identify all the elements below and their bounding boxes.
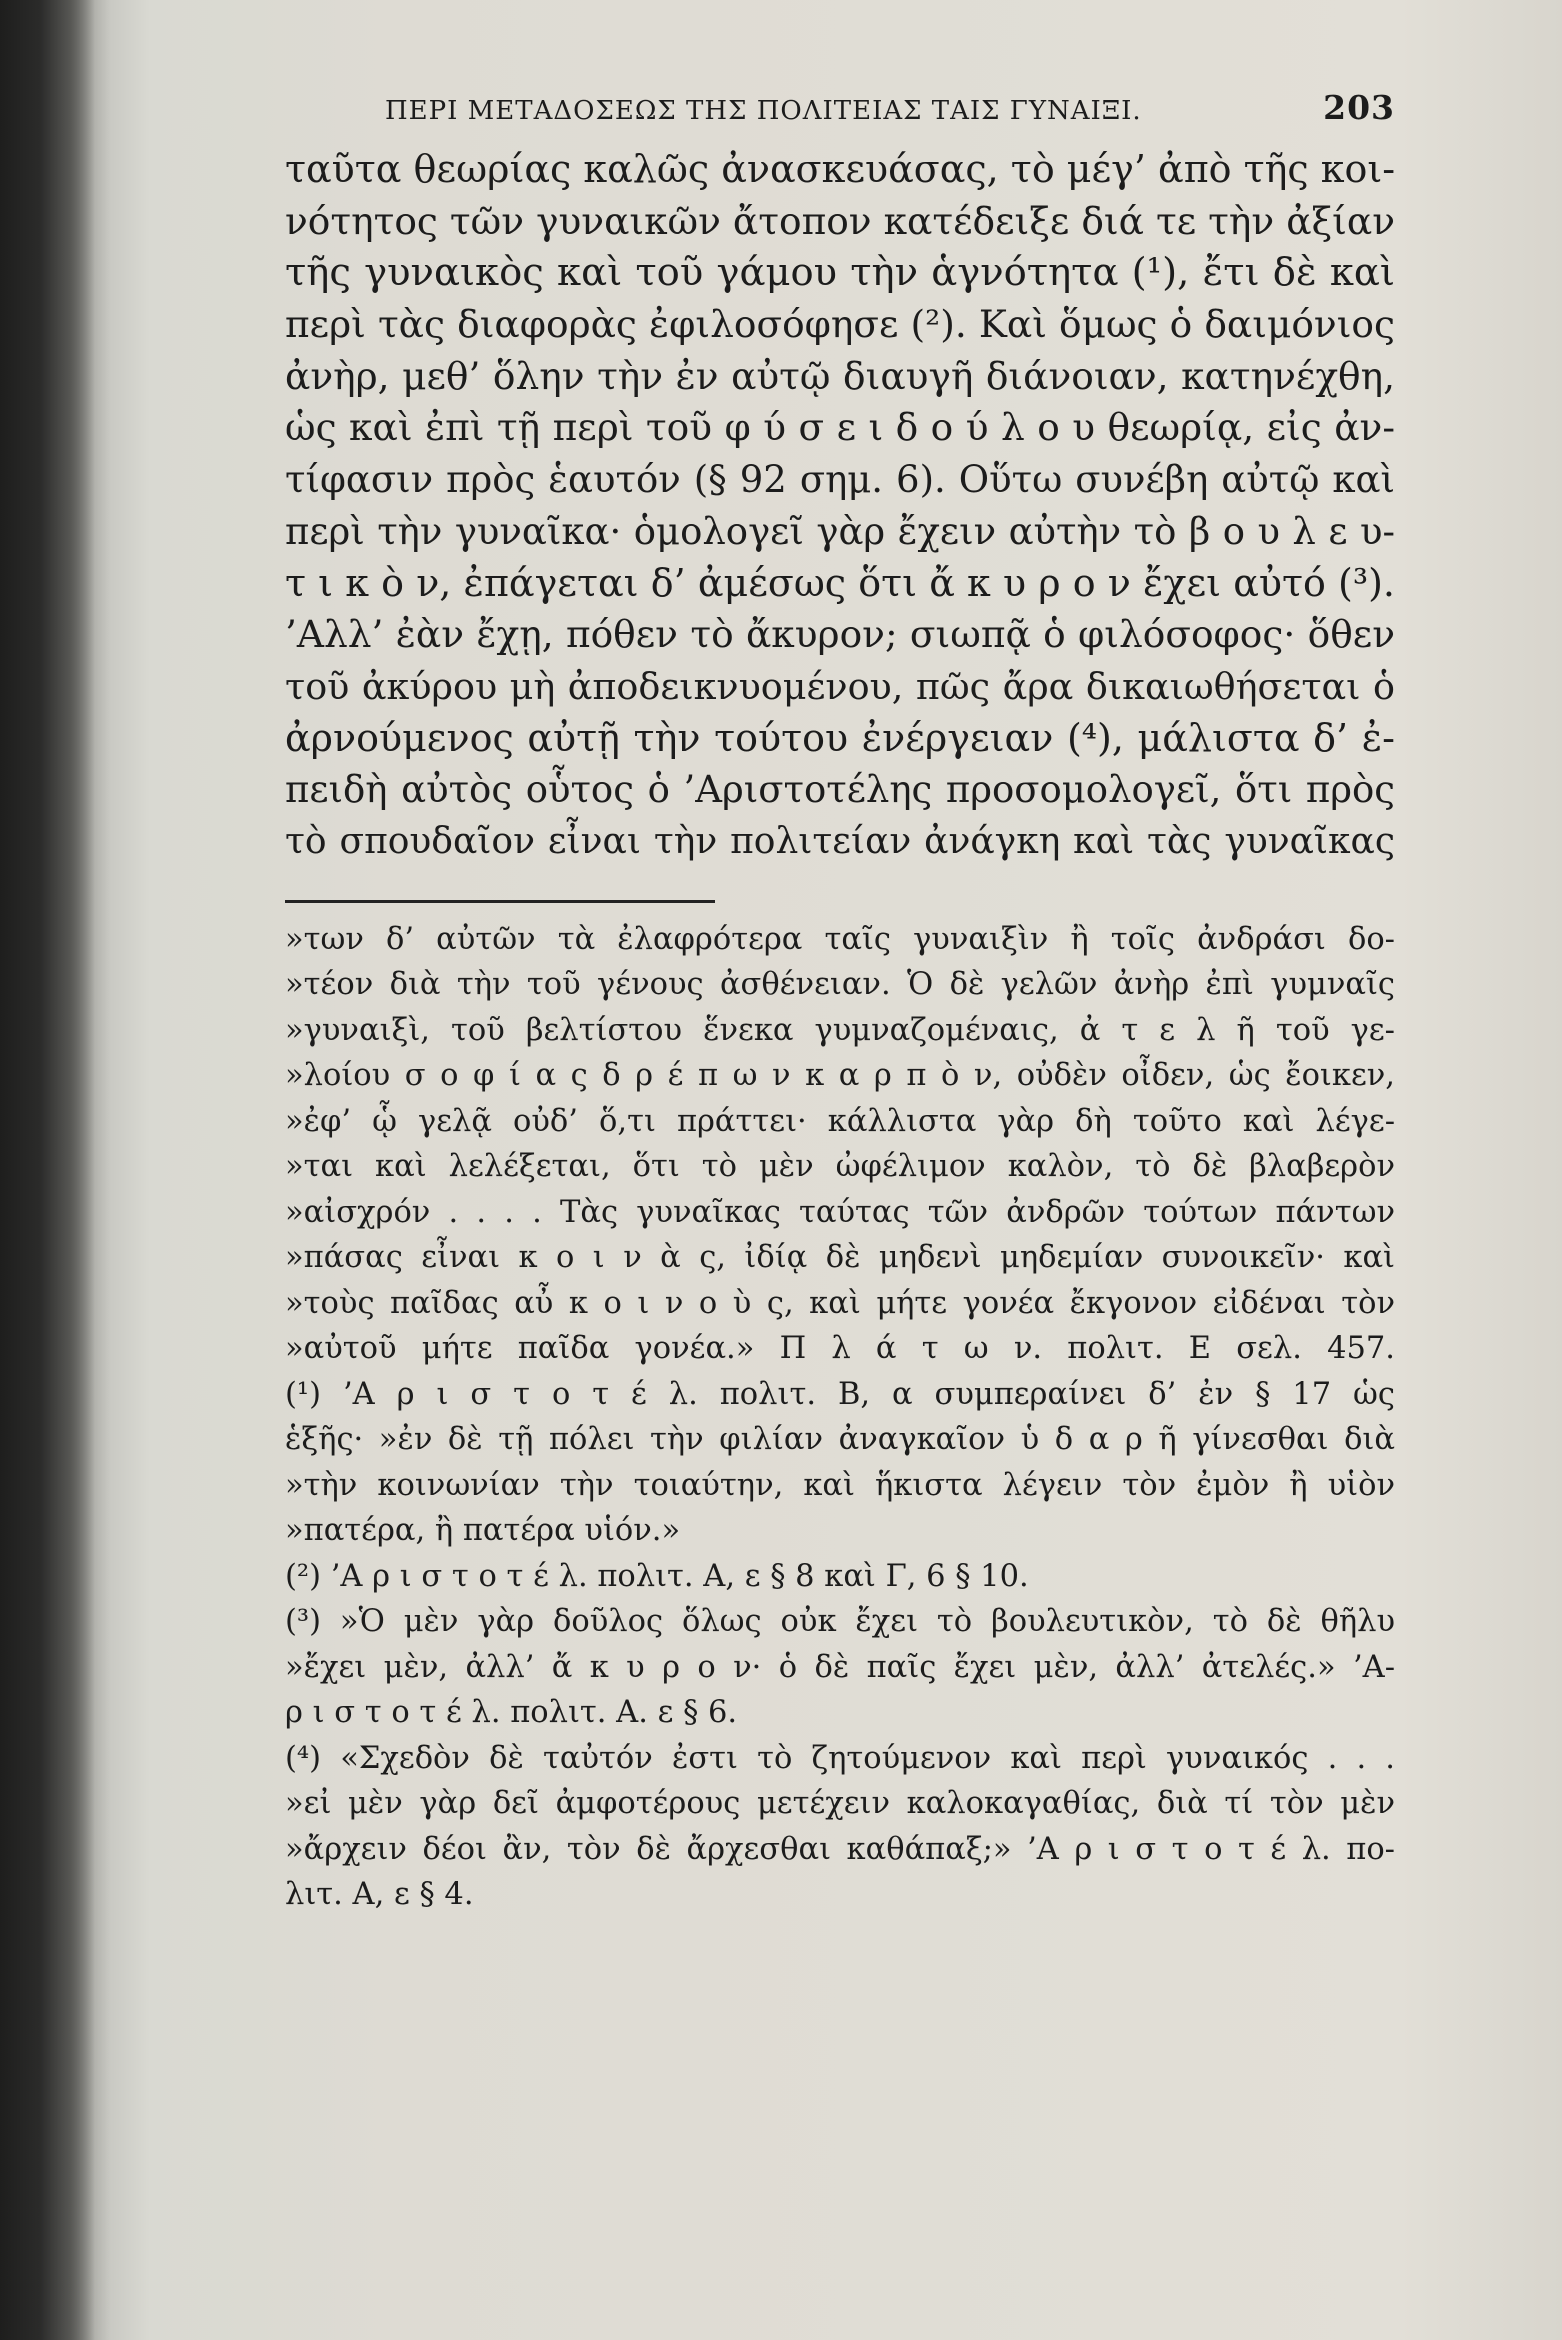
footnote-line: »ἔχει μὲν, ἀλλ’ ἄ κ υ ρ ο ν· ὁ δὲ παῖς ἔχει μὲν, ἀλλ’ ἀτελές.» ’Α- [285,1649,1395,1685]
body-line: νότητος τῶν γυναικῶν ἄτοπον κατέδειξε διά τε τὴν ἀξίαν [285,198,1395,243]
footnote-line: »τέον διὰ τὴν τοῦ γένους ἀσθένειαν. Ὁ δὲ γελῶν ἀνὴρ ἐπὶ γυμναῖς [285,967,1395,1003]
body-line: ’Αλλ’ ἐὰν ἔχῃ, πόθεν τὸ ἄκυρον; σιωπᾷ ὁ φιλόσοφος· ὅθεν [285,612,1395,657]
text-block [285,88,1395,1918]
footnote-line: »τὴν κοινωνίαν τὴν τοιαύτην, καὶ ἥκιστα λέγειν τὸν ἐμὸν ἢ υἱὸν [285,1467,1395,1503]
running-title: ΠΕΡΙ ΜΕΤΑΔΟΣΕΩΣ ΤΗΣ ΠΟΛΙΤΕΙΑΣ ΤΑΙΣ ΓΥΝΑΙΞΙ. [385,96,1142,126]
body-line: ὡς καὶ ἐπὶ τῇ περὶ τοῦ φ ύ σ ε ι δ ο ύ λ ο υ θεωρίᾳ, εἰς ἀν- [285,405,1395,450]
body-line: ἀνὴρ, μεθ’ ὅλην τὴν ἐν αὐτῷ διαυγῆ διάνοιαν, κατηνέχθη, [285,353,1395,398]
footnote-line: »εἰ μὲν γὰρ δεῖ ἀμφοτέρους μετέχειν καλοκαγαθίας, διὰ τί τὸν μὲν [285,1786,1395,1822]
body-line: περὶ τὰς διαφορὰς ἐφιλοσόφησε (²). Καὶ ὅμως ὁ δαιμόνιος [285,302,1395,347]
footnote-line: »πάσας εἶναι κ ο ι ν ὰ ς, ἰδίᾳ δὲ μηδενὶ μηδεμίαν συνοικεῖν· καὶ [285,1240,1395,1276]
body-line: ἀρνούμενος αὐτῇ τὴν τούτου ἐνέργειαν (⁴), μάλιστα δ’ ἐ- [285,715,1395,760]
footnote-line: »τοὺς παῖδας αὖ κ ο ι ν ο ὺ ς, καὶ μήτε γονέα ἔκγονον εἰδέναι τὸν [285,1285,1395,1321]
footnote-line: »ται καὶ λελέξεται, ὅτι τὸ μὲν ὠφέλιμον καλὸν, τὸ δὲ βλαβερὸν [285,1149,1395,1185]
footnote-line: »των δ’ αὐτῶν τὰ ἐλαφρότερα ταῖς γυναιξὶν ἢ τοῖς ἀνδράσι δο- [285,921,1395,957]
footnote-line: »γυναιξὶ, τοῦ βελτίστου ἕνεκα γυμναζομέναις, ἀ τ ε λ ῆ τοῦ γε- [285,1012,1395,1048]
body-line: τοῦ ἀκύρου μὴ ἀποδεικνυομένου, πῶς ἄρα δικαιωθήσεται ὁ [285,664,1395,708]
body-line: τῆς γυναικὸς καὶ τοῦ γάμου τὴν ἁγνότητα (¹), ἔτι δὲ καὶ [285,250,1395,296]
body-line: τ ι κ ὸ ν, ἐπάγεται δ’ ἀμέσως ὅτι ἄ κ υ ρ ο ν ἔχει αὐτό (³). [285,560,1395,605]
footnote-line: »αὐτοῦ μήτε παῖδα γονέα.» Π λ ά τ ω ν. πολιτ. Ε σελ. 457. [285,1331,1395,1367]
page-number: 203 [1323,88,1395,127]
footnote-line: »ἄρχειν δέοι ἂν, τὸν δὲ ἄρχεσθαι καθάπαξ;» ’Α ρ ι σ τ ο τ έ λ. πο- [285,1831,1395,1867]
footnote-line: (⁴) «Σχεδὸν δὲ ταὐτόν ἐστι τὸ ζητούμενον καὶ περὶ γυναικός . . . [285,1740,1395,1776]
running-head [285,88,1395,134]
body-line: τίφασιν πρὸς ἑαυτόν (§ 92 σημ. 6). Οὕτω συνέβη αὐτῷ καὶ [285,458,1395,502]
footnote-line: »πατέρα, ἢ πατέρα υἱόν.» [285,1513,681,1549]
footnote-line: (³) »Ὁ μὲν γὰρ δοῦλος ὅλως οὐκ ἔχει τὸ βουλευτικὸν, τὸ δὲ θῆλυ [285,1604,1395,1640]
footnote-line: »ἐφ’ ᾧ γελᾷ οὐδ’ ὅ,τι πράττει· κάλλιστα γὰρ δὴ τοῦτο καὶ λέγε- [285,1103,1395,1139]
body-line: περὶ τὴν γυναῖκα· ὁμολογεῖ γὰρ ἔχειν αὐτὴν τὸ β ο υ λ ε υ- [285,509,1395,553]
footnote-separator-rule [285,900,715,903]
body-line: ταῦτα θεωρίας καλῶς ἀνασκευάσας, τὸ μέγ’ ἀπὸ τῆς κοι- [285,147,1396,191]
footnote-line: (²) ’Α ρ ι σ τ ο τ έ λ. πολιτ. Α, ε § 8 καὶ Γ, 6 § 10. [285,1558,1029,1594]
footnote-line: ἑξῆς· »ἐν δὲ τῇ πόλει τὴν φιλίαν ἀναγκαῖον ὑ δ α ρ ῆ γίνεσθαι διὰ [285,1422,1395,1458]
footnote-line: λιτ. Α, ε § 4. [285,1877,474,1913]
book-spine-shadow [0,0,95,2340]
footnote-line: (¹) ’Α ρ ι σ τ ο τ έ λ. πολιτ. Β, α συμπεραίνει δ’ ἐν § 17 ὡς [285,1376,1395,1412]
main-text [285,144,1395,868]
footnote-line: ρ ι σ τ ο τ έ λ. πολιτ. Α. ε § 6. [285,1695,738,1731]
footnote-line: »αἰσχρόν . . . . Τὰς γυναῖκας ταύτας τῶν ἀνδρῶν τούτων πάντων [285,1194,1395,1230]
footnotes [285,917,1395,1918]
body-line: πειδὴ αὐτὸς οὗτος ὁ ’Αριστοτέλης προσομολογεῖ, ὅτι πρὸς [285,768,1395,812]
footnote-line: »λοίου σ ο φ ί α ς δ ρ έ π ω ν κ α ρ π ὸ ν, οὐδὲν οἶδεν, ὡς ἔοικεν, [285,1058,1395,1094]
body-line: τὸ σπουδαῖον εἶναι τὴν πολιτείαν ἀνάγκη καὶ τὰς γυναῖκας [285,820,1395,862]
